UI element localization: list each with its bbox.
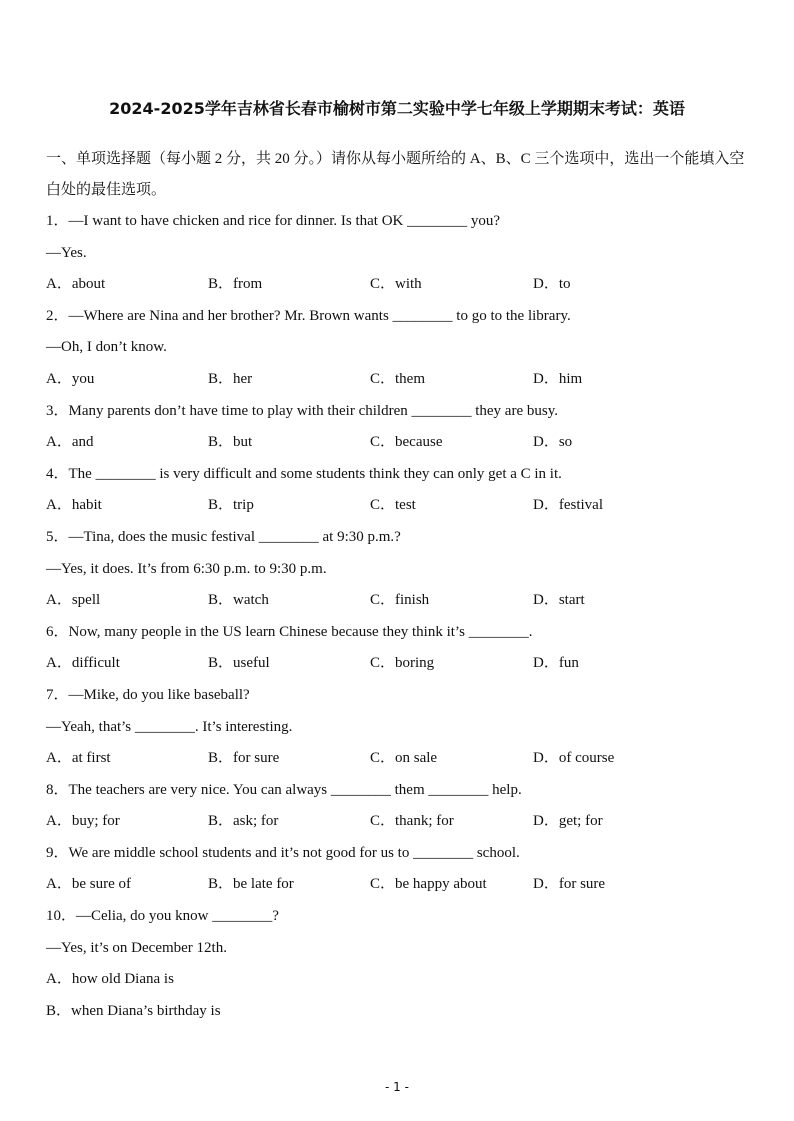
option-c: C．thank; for	[370, 813, 454, 830]
option-d: D．him	[533, 370, 583, 387]
option-a: A．and	[46, 434, 94, 451]
option-row	[46, 364, 752, 396]
option-c: C．be happy about	[370, 876, 487, 893]
option-c: C．finish	[370, 592, 430, 609]
section-heading: 一、单项选择题（每小题 2 分，共 20 分。）请你从每小题所给的 A、B、C 三个选项中，选出一个能填入空白处的最佳选项。	[46, 151, 745, 198]
option-a: A．buy; for	[46, 813, 120, 830]
question-stem: 5．—Tina, does the music festival ________ at 9:30 p.m.?	[46, 528, 401, 545]
option-b: B．her	[208, 370, 253, 387]
option-a: A．you	[46, 370, 95, 387]
option-b: B．when Diana’s birthday is	[46, 1002, 221, 1019]
option-a: A．be sure of	[46, 876, 131, 893]
option-b: B．trip	[208, 497, 254, 514]
option-c: C．on sale	[370, 750, 438, 767]
question-stem: 2．—Where are Nina and her brother? Mr. Brown wants ________ to go to the library.	[46, 307, 571, 324]
option-b: B．for sure	[208, 750, 280, 767]
option-b: B．but	[208, 434, 253, 451]
option-d: D．festival	[533, 497, 603, 514]
question-stem: 4．The ________ is very difficult and some students think they can only get a C in it.	[46, 465, 562, 482]
option-b: B．be late for	[208, 876, 294, 893]
option-a: A．habit	[46, 497, 102, 514]
option-b: B．watch	[208, 592, 269, 609]
option-d: D．fun	[533, 655, 579, 672]
document-title: 2024-2025学年吉林省长春市榆树市第二实验中学七年级上学期期末考试：英语	[109, 99, 685, 118]
question-stem: 7．—Mike, do you like baseball?	[46, 686, 250, 703]
question-stem: 8．The teachers are very nice. You can always ________ them ________ help.	[46, 781, 522, 798]
question-stem: 3．Many parents don’t have time to play with their children ________ they are busy.	[46, 402, 558, 419]
option-row	[46, 743, 752, 775]
option-a: A．at first	[46, 750, 111, 767]
question-reply: —Yes.	[46, 244, 87, 261]
option-c: C．test	[370, 497, 416, 514]
option-a: A．how old Diana is	[46, 971, 174, 988]
option-c: C．boring	[370, 655, 435, 672]
question-stem: 6．Now, many people in the US learn Chinese because they think it’s ________.	[46, 623, 533, 640]
option-b: B．useful	[208, 655, 270, 672]
option-row	[46, 806, 752, 838]
option-d: D．start	[533, 592, 585, 609]
option-c: C．because	[370, 434, 443, 451]
question-stem: 10．—Celia, do you know ________?	[46, 908, 279, 925]
option-c: C．them	[370, 370, 425, 387]
option-c: C．with	[370, 276, 422, 293]
page-number: - 1 -	[385, 1080, 409, 1094]
option-d: D．of course	[533, 750, 615, 767]
option-b: B．ask; for	[208, 813, 279, 830]
option-a: A．difficult	[46, 655, 120, 672]
question-section	[46, 144, 752, 1027]
question-stem: 9．We are middle school students and it’s not good for us to ________ school.	[46, 844, 520, 861]
option-d: D．so	[533, 434, 573, 451]
option-row	[46, 869, 752, 901]
option-d: D．to	[533, 276, 571, 293]
question-stem: 1．—I want to have chicken and rice for dinner. Is that OK ________ you?	[46, 213, 501, 229]
option-a: A．spell	[46, 592, 101, 609]
question-reply: —Oh, I don’t know.	[46, 339, 167, 356]
question-reply: —Yes, it does. It’s from 6:30 p.m. to 9:30 p.m.	[46, 560, 327, 577]
option-row	[46, 490, 752, 522]
option-d: D．for sure	[533, 876, 606, 893]
option-row	[46, 427, 752, 459]
option-b: B．from	[208, 276, 263, 293]
option-row	[46, 269, 752, 301]
option-row	[46, 585, 752, 617]
option-a: A．about	[46, 276, 106, 293]
question-reply: —Yeah, that’s ________. It’s interesting.	[46, 718, 293, 735]
question-reply: —Yes, it’s on December 12th.	[46, 939, 227, 956]
option-d: D．get; for	[533, 813, 603, 830]
option-row	[46, 648, 752, 680]
